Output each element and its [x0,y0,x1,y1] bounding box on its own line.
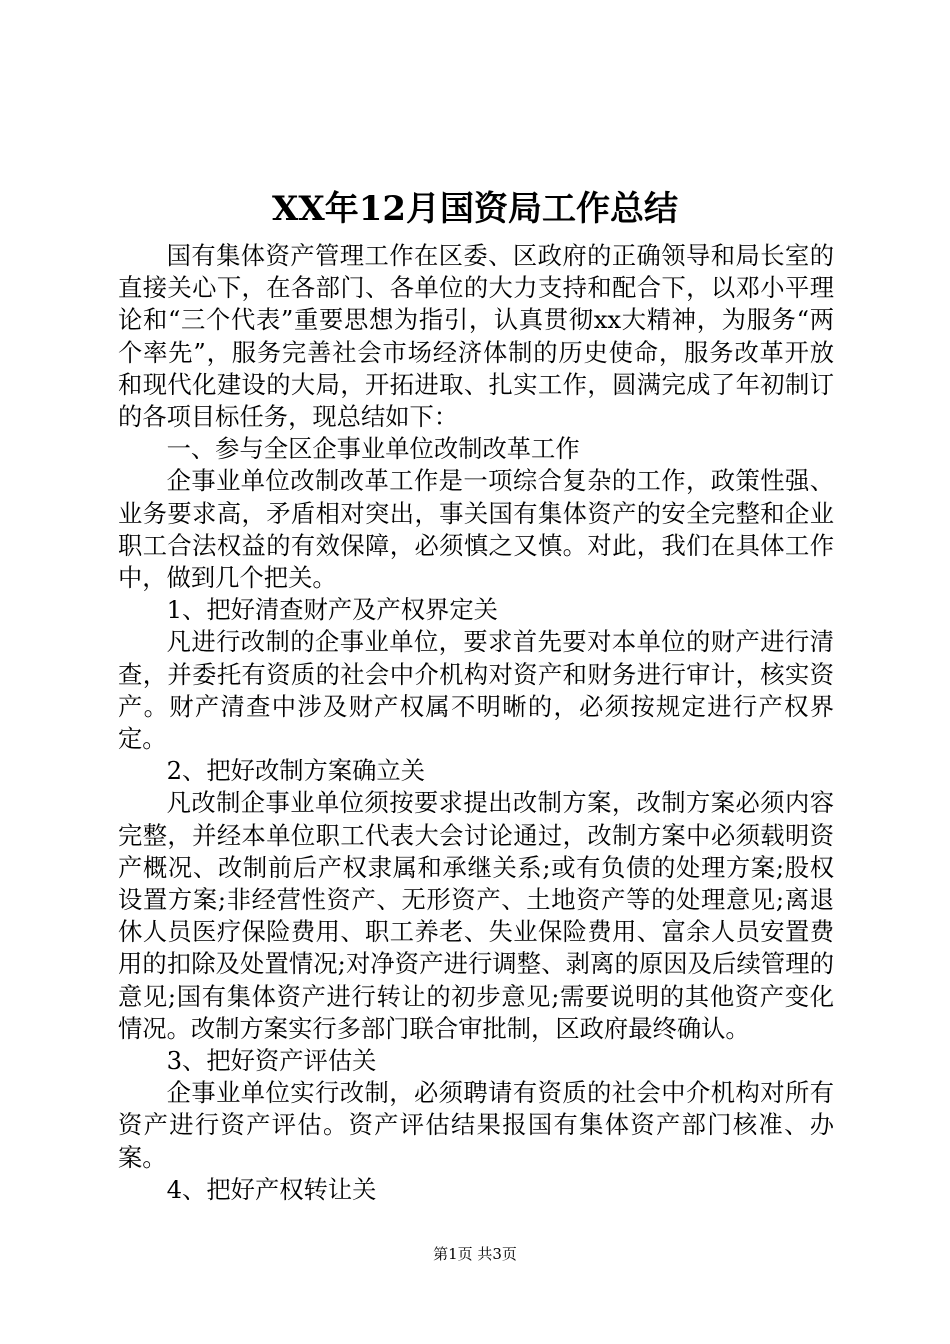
document-body [118,240,834,1206]
subsection-heading-3: 3、把好资产评估关 [166,1046,377,1076]
paragraph-intro: 国有集体资产管理工作在区委、区政府的正确领导和局长室的直接关心下，在各部门、各单位的大力支持和配合下，以邓小平理论和“三个代表”重要思想为指引，认真贯彻xx大精神，为服务“两个率先”，服务完善社会市场经济体制的历史使命，服务改革开放和现代化建设的大局，开拓进取、扎实工作，圆满完成了年初制订的各项目标任务，现总结如下： [118,241,834,432]
subsection-heading-1: 1、把好清查财产及产权界定关 [166,595,498,625]
page-footer: 第1页 共3页 [433,1245,517,1263]
paragraph-reform: 企事业单位改制改革工作是一项综合复杂的工作，政策性强、业务要求高，矛盾相对突出，事关国有集体资产的安全完整和企业职工合法权益的有效保障，必须慎之又慎。对此，我们在具体工作中，做到几个把关。 [118,466,834,593]
paragraph-reform-plan: 凡改制企事业单位须按要求提出改制方案，改制方案必须内容完整，并经本单位职工代表大会讨论通过，改制方案中必须载明资产概况、改制前后产权隶属和承继关系;或有负债的处理方案;股权设置方案;非经营性资产、无形资产、土地资产等的处理意见;离退休人员医疗保险费用、职工养老、失业保险费用、富余人员安置费用的扣除及处置情况;对净资产进行调整、剥离的原因及后续管理的意见;国有集体资产进行转让的初步意见;需要说明的其他资产变化情况。改制方案实行多部门联合审批制，区政府最终确认。 [118,788,834,1043]
paragraph-asset-evaluation: 企事业单位实行改制，必须聘请有资质的社会中介机构对所有资产进行资产评估。资产评估结果报国有集体资产部门核准、办案。 [118,1078,834,1172]
section-heading-1: 一、参与全区企事业单位改制改革工作 [166,434,580,464]
paragraph-property-check: 凡进行改制的企事业单位，要求首先要对本单位的财产进行清查，并委托有资质的社会中介机构对资产和财务进行审计，核实资产。财产清查中涉及财产权属不明晰的，必须按规定进行产权界定。 [118,627,834,754]
subsection-heading-4: 4、把好产权转让关 [166,1174,377,1204]
document-title: XX年12月国资局工作总结 [271,189,679,229]
subsection-heading-2: 2、把好改制方案确立关 [166,756,426,786]
